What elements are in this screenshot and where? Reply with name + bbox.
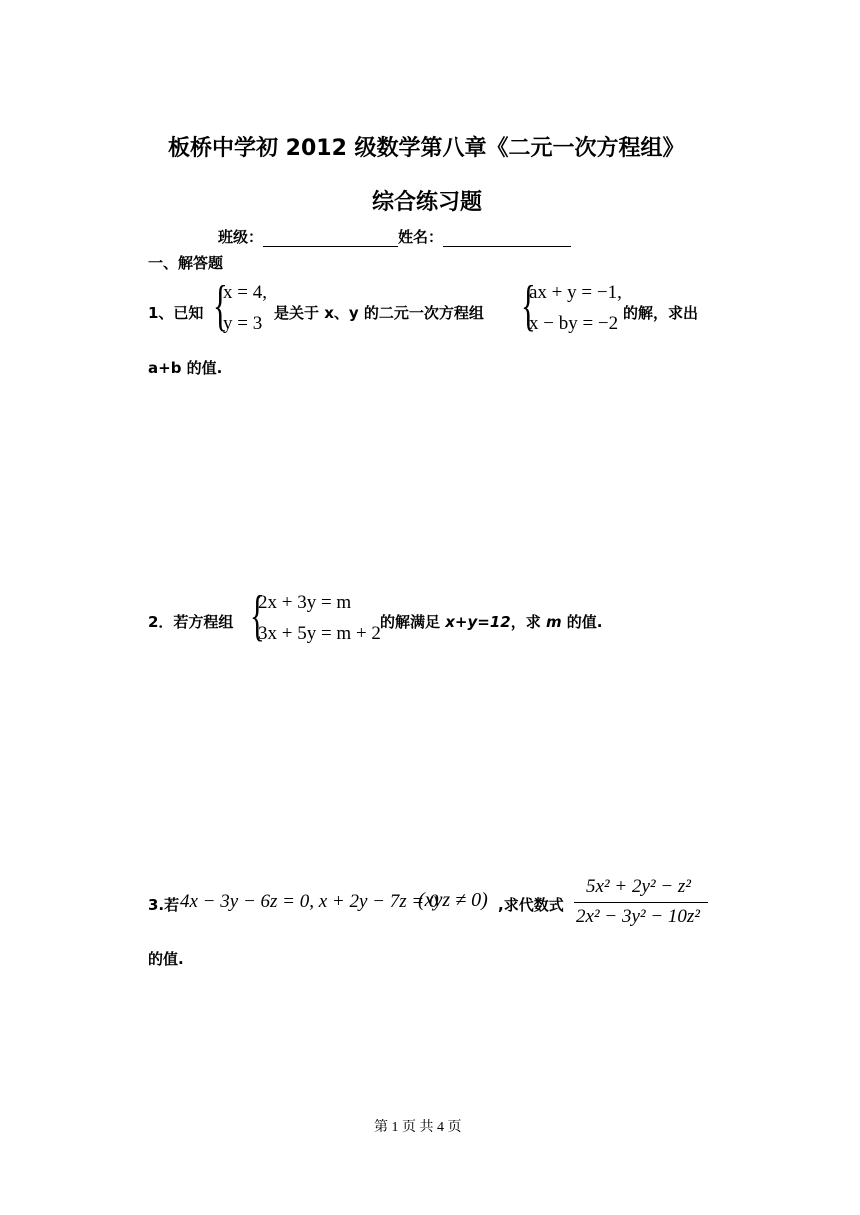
q2-suffix: [380, 611, 603, 632]
left-brace: {: [213, 275, 228, 337]
equation-row: x − by = −2: [529, 313, 619, 334]
q2-condition: x+y=12: [445, 613, 511, 631]
q1-line2: a+b 的值.: [148, 359, 223, 377]
equation-row: 2x + 3y = m: [258, 592, 352, 613]
name-blank: [443, 230, 571, 247]
equation-row: 3x + 5y = m + 2: [258, 623, 381, 644]
page-title-line2: 综合练习题: [372, 190, 483, 215]
q3-fraction: [574, 876, 708, 932]
q3-equations: 4x − 3y − 6z = 0, x + 2y − 7z = 0: [180, 891, 439, 912]
page-footer: 第 1 页 共 4 页: [374, 1120, 462, 1135]
fraction-numerator: 5x² + 2y² − z²: [586, 876, 691, 897]
q2-variable: m: [545, 613, 562, 631]
q3-after: ,求代数式: [498, 896, 564, 914]
q3-prefix: 3.若: [148, 896, 180, 914]
name-label: 姓名：: [398, 228, 444, 246]
fraction-denominator: 2x² − 3y² − 10z²: [576, 906, 700, 927]
equation-row: ax + y = −1,: [529, 282, 622, 303]
class-blank: [263, 230, 398, 247]
left-brace: {: [250, 585, 265, 647]
student-info-row: [218, 226, 571, 247]
q1-suffix: 的解，求出: [623, 304, 699, 322]
q1-prefix: 1、已知: [148, 304, 204, 322]
q2-suffix-a: 的解满足: [380, 613, 446, 631]
left-brace: {: [521, 275, 536, 337]
q2-prefix: 2．若方程组: [148, 613, 234, 631]
q3-line2: 的值.: [148, 950, 184, 968]
q3-condition: (xyz ≠ 0): [418, 889, 488, 911]
class-label: 班级：: [218, 228, 264, 246]
equation-row: x = 4,: [223, 282, 267, 303]
fraction-bar: [574, 902, 708, 903]
q2-suffix-b: ，求: [510, 613, 546, 631]
q2-suffix-c: 的值.: [561, 613, 603, 631]
section-heading: 一、解答题: [148, 254, 224, 272]
q1-middle: 是关于 x、y 的二元一次方程组: [274, 304, 484, 322]
page-title-line1: 板桥中学初 2012 级数学第八章《二元一次方程组》: [168, 136, 685, 161]
equation-row: y = 3: [223, 313, 263, 334]
